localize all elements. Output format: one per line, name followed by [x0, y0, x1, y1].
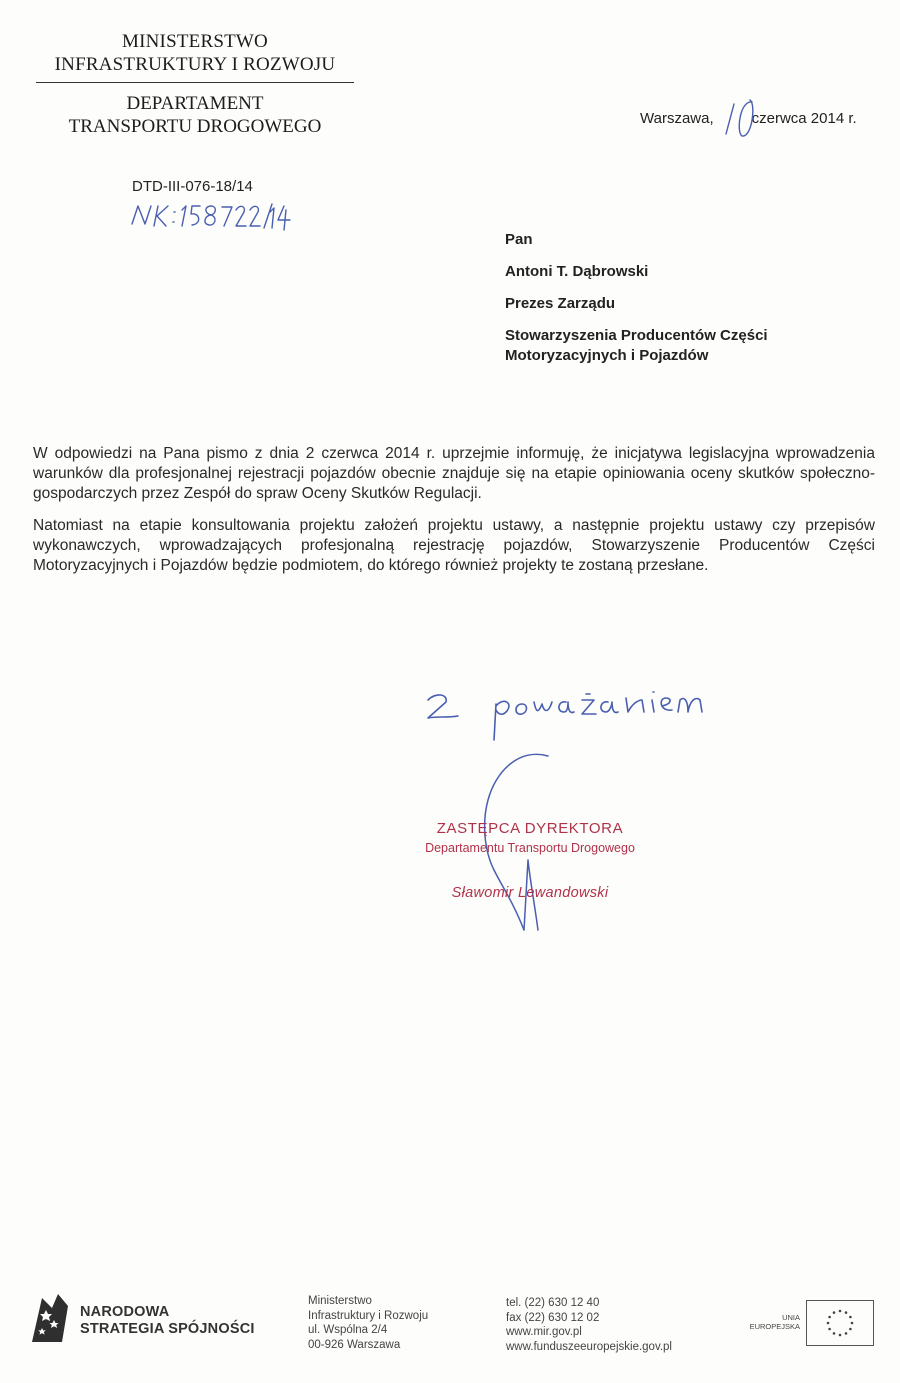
contact-web1[interactable]: www.mir.gov.pl — [506, 1326, 582, 1338]
footer-address — [308, 1294, 428, 1352]
stamp-title: ZASTĘPCA DYREKTORA — [436, 820, 624, 837]
nss-logo-text — [80, 1304, 255, 1338]
nss-line1: NARODOWA — [80, 1304, 170, 1320]
eu-flag-icon — [806, 1300, 874, 1346]
handwritten-closing — [428, 692, 702, 740]
ministry-line2: INFRASTRUKTURY I ROZWOJU — [54, 54, 336, 75]
reference-number: DTD-III-076-18/14 — [132, 178, 253, 195]
contact-web2[interactable]: www.funduszeeuropejskie.gov.pl — [506, 1340, 672, 1353]
ministry-line1: MINISTERSTWO — [122, 31, 268, 52]
addressee-organization-line2: Motoryzacyjnych i Pojazdów — [505, 347, 709, 364]
signature-stamp — [400, 820, 660, 901]
contact-fax: fax (22) 630 12 02 — [506, 1311, 600, 1324]
date-rest: czerwca 2014 r. — [751, 110, 857, 127]
body-paragraph-2: Natomiast na etapie konsultowania projektu założeń projektu ustawy, a następnie projektu ustawy czy przepisów wykonawczych, wprowadzających profesjonalną rejestrację pojazdów, Stowarzyszenie Producentów Części Motoryzacyjnych i Pojazdów będzie podmiotem, do którego również projekty te zostaną przesłane. — [33, 517, 875, 574]
eu-line2: EUROPEJSKA — [749, 1322, 800, 1331]
body-paragraph-1: W odpowiedzi na Pana pismo z dnia 2 czerwca 2014 r. uprzejmie informuję, że inicjatywa legislacyjna wprowadzenia warunków dla profesjonalnej rejestracji pojazdów obecnie znajduje się na etapie opiniowania oceny skutków społeczno-gospodarczych przez Zespół do spraw Oceny Skutków Regulacji. — [33, 445, 875, 502]
eu-label — [742, 1313, 800, 1331]
contact-tel: tel. (22) 630 12 40 — [506, 1297, 600, 1309]
footer-contact — [506, 1296, 672, 1354]
address-line4: 00-926 Warszawa — [308, 1338, 401, 1351]
address-line1: Ministerstwo — [308, 1295, 372, 1307]
handwritten-date-day — [726, 100, 753, 136]
addressee-organization-line1: Stowarzyszenia Producentów Części — [505, 327, 768, 344]
stamp-name: Sławomir Lewandowski — [451, 885, 609, 901]
eu-line1: UNIA — [782, 1313, 800, 1322]
address-line3: ul. Wspólna 2/4 — [308, 1324, 388, 1336]
addressee-salutation: Pan — [505, 231, 533, 248]
department-line2: TRANSPORTU DROGOWEGO — [68, 116, 322, 137]
nss-line2: STRATEGIA SPÓJNOŚCI — [80, 1321, 255, 1337]
addressee-position: Prezes Zarządu — [505, 295, 616, 312]
date-city: Warszawa, — [640, 110, 714, 127]
stamp-department: Departamentu Transportu Drogowego — [425, 841, 635, 855]
department-line1: DEPARTAMENT — [126, 93, 264, 114]
addressee-name: Antoni T. Dąbrowski — [505, 263, 649, 280]
address-line2: Infrastruktury i Rozwoju — [308, 1309, 429, 1322]
nss-logo-icon — [28, 1290, 74, 1342]
handwritten-reference — [132, 204, 290, 230]
